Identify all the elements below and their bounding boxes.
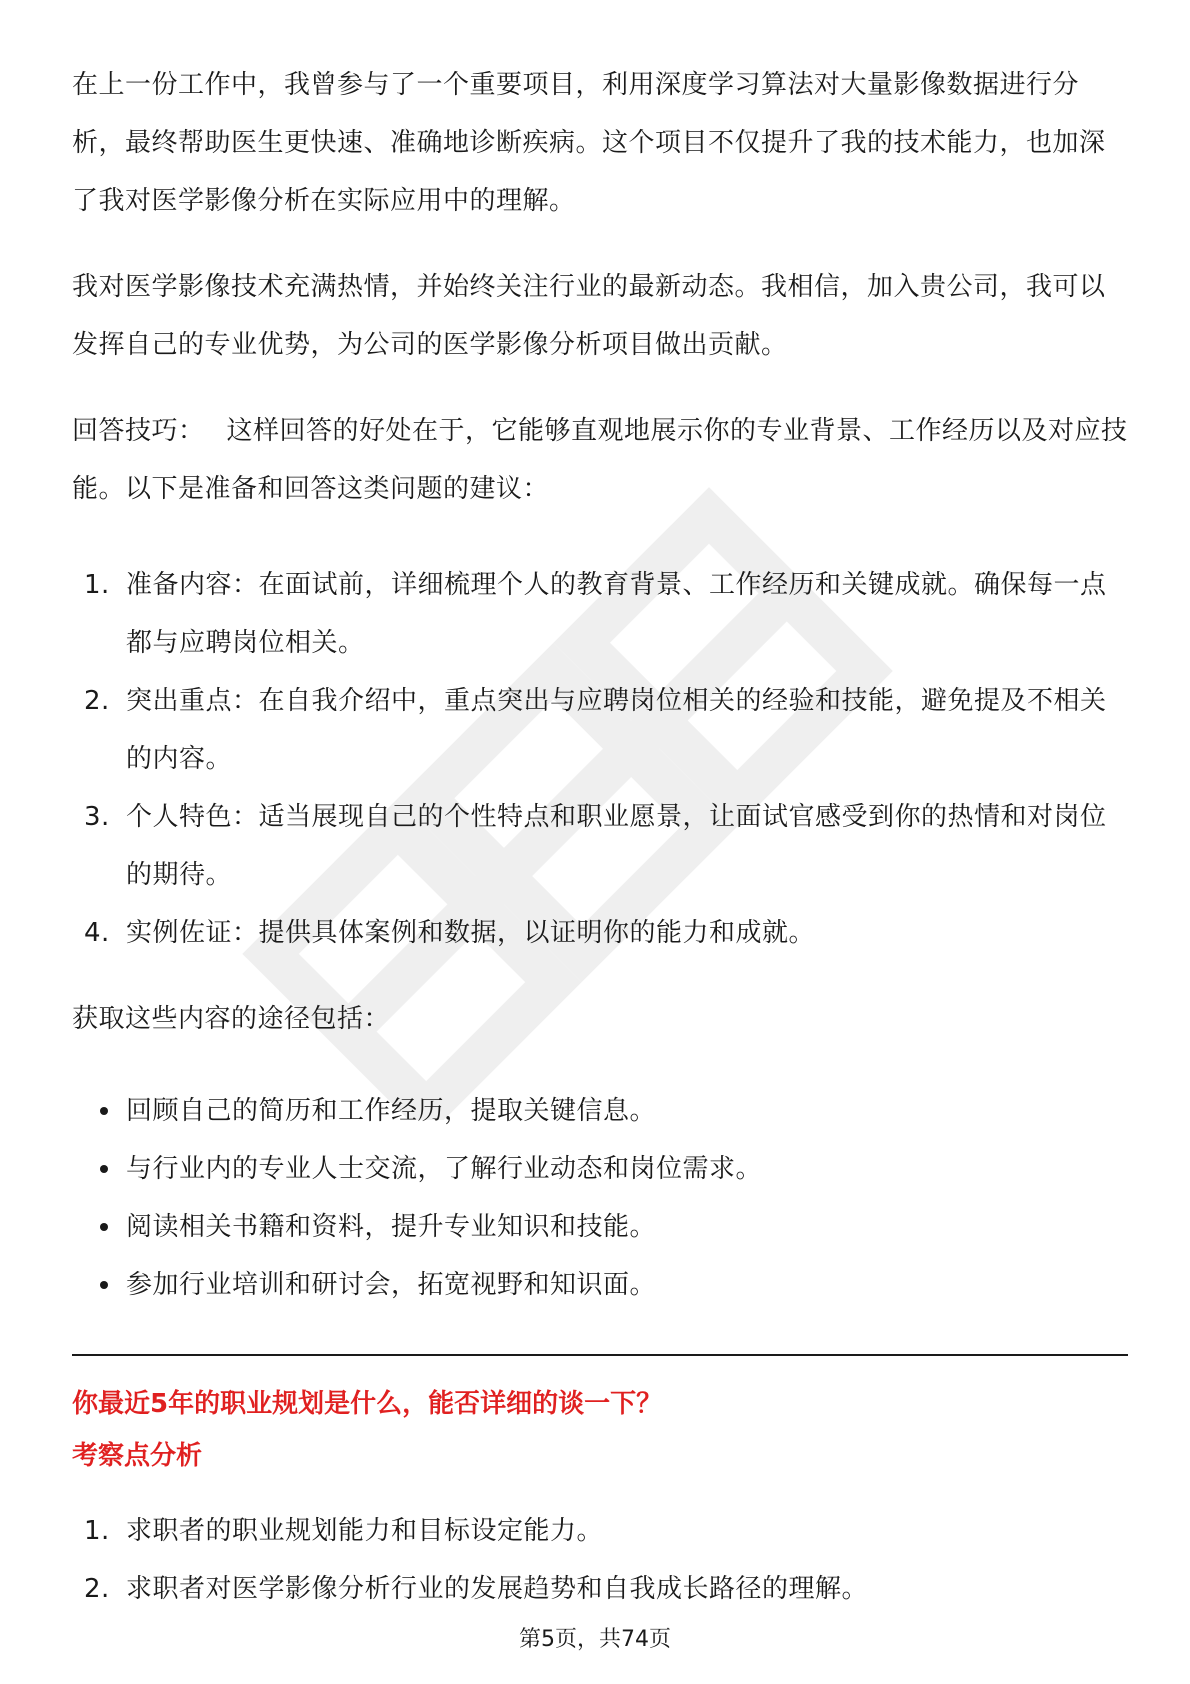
list-number: 1. bbox=[84, 570, 110, 600]
tip-text: 这样回答的好处在于，它能够直观地展示你的专业背景、工作经历以及对应技能。以下是准备和回答这类问题的建议： bbox=[72, 416, 1128, 504]
list-item-text: 参加行业培训和研讨会，拓宽视野和知识面。 bbox=[126, 1270, 657, 1300]
sources-bullet-list bbox=[72, 1082, 1128, 1314]
list-item-text: 与行业内的专业人士交流，了解行业动态和岗位需求。 bbox=[126, 1154, 763, 1184]
section-divider bbox=[72, 1354, 1128, 1356]
list-item-text: 突出重点：在自我介绍中，重点突出与应聘岗位相关的经验和技能，避免提及不相关的内容。 bbox=[126, 686, 1107, 774]
list-item-text: 实例佐证：提供具体案例和数据，以证明你的能力和成就。 bbox=[126, 918, 816, 948]
list-item bbox=[72, 1502, 1128, 1560]
list-item-text: 个人特色：适当展现自己的个性特点和职业愿景，让面试官感受到你的热情和对岗位的期待。 bbox=[126, 802, 1107, 890]
list-item bbox=[72, 672, 1128, 788]
list-item bbox=[72, 1256, 1128, 1314]
list-item-text: 阅读相关书籍和资料，提升专业知识和技能。 bbox=[126, 1212, 657, 1242]
list-number: 1. bbox=[84, 1516, 110, 1546]
list-number: 3. bbox=[84, 802, 110, 832]
analysis-heading: 考察点分析 bbox=[72, 1441, 203, 1471]
list-item bbox=[72, 1082, 1128, 1140]
list-item-text: 求职者的职业规划能力和目标设定能力。 bbox=[126, 1516, 604, 1546]
preparation-steps-list bbox=[72, 556, 1128, 962]
paragraph-passion: 我对医学影像技术充满热情，并始终关注行业的最新动态。我相信，加入贵公司，我可以发挥自己的专业优势，为公司的医学影像分析项目做出贡献。 bbox=[72, 272, 1106, 360]
document-page bbox=[72, 56, 1128, 1618]
paragraph-project-experience: 在上一份工作中，我曾参与了一个重要项目，利用深度学习算法对大量影像数据进行分析，最终帮助医生更快速、准确地诊断疾病。这个项目不仅提升了我的技术能力，也加深了我对医学影像分析在实际应用中的理解。 bbox=[72, 70, 1106, 216]
paragraph-answer-tips bbox=[72, 402, 1128, 518]
list-item bbox=[72, 904, 1128, 962]
bullet-icon bbox=[100, 1223, 108, 1231]
list-item bbox=[72, 1560, 1128, 1618]
list-item bbox=[72, 556, 1128, 672]
list-number: 4. bbox=[84, 918, 110, 948]
tip-label: 回答技巧： bbox=[72, 416, 205, 446]
list-item bbox=[72, 1198, 1128, 1256]
interview-question-heading: 你最近5年的职业规划是什么，能否详细的谈一下？ bbox=[72, 1389, 663, 1419]
bullet-icon bbox=[100, 1281, 108, 1289]
list-item bbox=[72, 1140, 1128, 1198]
paragraph-sources-intro: 获取这些内容的途径包括： bbox=[72, 1004, 391, 1034]
list-item bbox=[72, 788, 1128, 904]
list-item-text: 准备内容：在面试前，详细梳理个人的教育背景、工作经历和关键成就。确保每一点都与应聘岗位相关。 bbox=[126, 570, 1107, 658]
analysis-points-list bbox=[72, 1502, 1128, 1618]
list-item-text: 回顾自己的简历和工作经历，提取关键信息。 bbox=[126, 1096, 657, 1126]
page-footer: 第5页，共74页 bbox=[519, 1627, 671, 1652]
list-item-text: 求职者对医学影像分析行业的发展趋势和自我成长路径的理解。 bbox=[126, 1574, 869, 1604]
bullet-icon bbox=[100, 1107, 108, 1115]
bullet-icon bbox=[100, 1165, 108, 1173]
list-number: 2. bbox=[84, 1574, 110, 1604]
list-number: 2. bbox=[84, 686, 110, 716]
